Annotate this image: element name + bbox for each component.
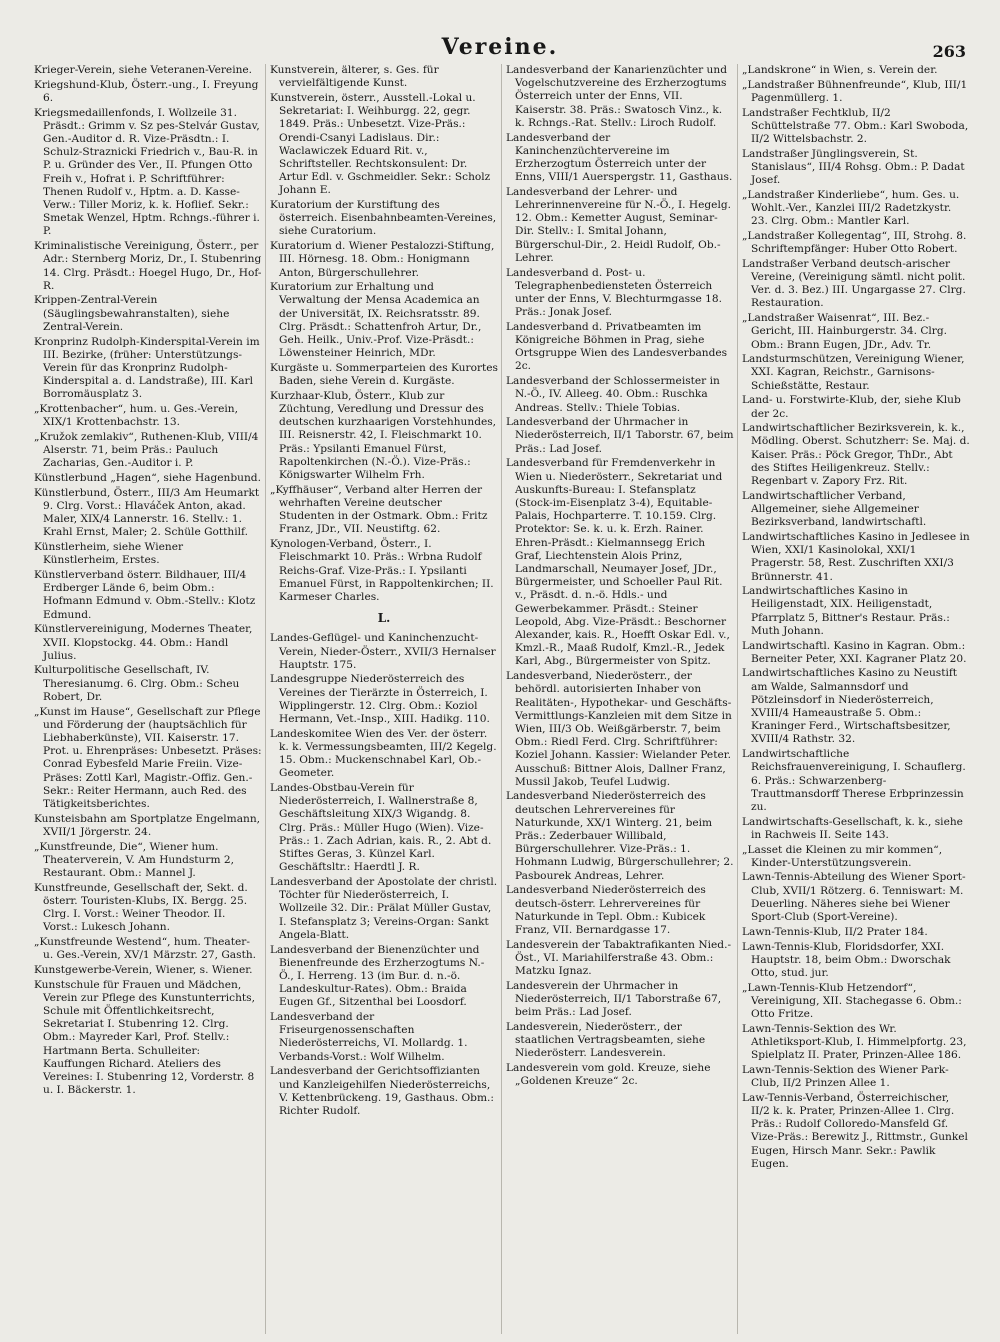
directory-entry: Land- u. Forstwirte-Klub, der, siehe Klub der 2c.: [742, 394, 961, 420]
directory-entry: Landesverband Niederösterreich des deutschen Lehrervereines für Naturkunde, XX/1 Winterg. 21, beim Präs.: Zederbauer Willibald, Bürgerschullehrer. Vize-Präs.: 1. Hohmann Ludwig, Bürgerschullehrer; 2. Pasbourek Andreas, Lehrer.: [506, 790, 734, 882]
directory-entry: „Lawn-Tennis-Klub Hetzendorf“, Vereinigung, XII. Stachegasse 6. Obm.: Otto Fritze.: [742, 981, 962, 1021]
column-1: [34, 64, 266, 1334]
directory-entry: Lawn-Tennis-Sektion des Wr. Athletiksport-Klub, I. Himmelpfortg. 23, Spielplatz II. Prater, Prinzen-Allee 186.: [742, 1022, 967, 1062]
directory-entry: Künstlervereinigung, Modernes Theater, XVII. Klopstockg. 44. Obm.: Handl Julius.: [34, 623, 253, 662]
directory-entry: Landesverein der Uhrmacher in Niederösterreich, II/1 Taborstraße 67, beim Präs.: Lad Josef.: [506, 979, 722, 1019]
directory-entry: Landesverein, Niederösterr., der staatlichen Vertragsbeamten, siehe Niederösterr. Landesverein.: [506, 1020, 706, 1060]
directory-entry: Künstlerverband österr. Bildhauer, III/4 Erdberger Lände 6, beim Obm.: Hofmann Edmund v. Obm.-Stellv.: Klotz Edmund.: [34, 569, 256, 621]
directory-entry: Kynologen-Verband, Österr., I. Fleischmarkt 10. Präs.: Wrbna Rudolf Reichs-Graf. Vize-Präs.: I. Ypsilanti Emanuel Fürst, in Rappoltenkirchen; II. Karmeser Charles.: [270, 538, 494, 603]
directory-entry: Landesverband der Kanarienzüchter und Vogelschutzvereine des Erzherzogtums Österreich unter der Enns, VII. Kaiserstr. 38. Präs.: Swatosch Vinz., k. k. Rchngs.-Rat. Stellv.: Liroch Rudolf.: [506, 64, 727, 129]
column-2: [270, 64, 502, 1334]
directory-entry: „Krottenbacher“, hum. u. Ges.-Verein, XIX/1 Krottenbachstr. 13.: [34, 403, 238, 429]
directory-entry: „Landskrone“ in Wien, s. Verein der.: [742, 64, 938, 76]
directory-entry: „Kyffhäuser“, Verband alter Herren der wehrhaften Vereine deutscher Studenten in der Ostmark. Obm.: Fritz Franz, JDr., VII. Neustiftg. 62.: [270, 483, 488, 536]
directory-entry: Kriegshund-Klub, Österr.-ung., I. Freyung 6.: [34, 78, 259, 104]
directory-entry: „Landstraßer Waisenrat“, III. Bez.-Gericht, III. Hainburgerstr. 34. Clrg. Obm.: Brann Eugen, JDr., Adv. Tr.: [742, 312, 948, 351]
directory-entry: Künstlerbund „Hagen“, siehe Hagenbund.: [34, 472, 261, 485]
directory-entry: Kunstverein, älterer, s. Ges. für vervielfältigende Kunst.: [270, 64, 439, 90]
directory-entry: Landesverband der Gerichtsoffizianten und Kanzleigehilfen Niederösterreichs, V. Kettenbrückeng. 19, Gasthaus. Obm.: Richter Rudolf.: [270, 1065, 494, 1117]
directory-entry: Kuratorium der Kurstiftung des österreich. Eisenbahnbeamten-Vereines, siehe Curatorium.: [270, 199, 497, 238]
directory-entry: Lawn-Tennis-Klub, II/2 Prater 184.: [742, 925, 928, 938]
directory-entry: Landesverband der Kaninchenzüchtervereine im Erzherzogtum Österreich unter der Enns, VIII/1 Auerspergstr. 11, Gasthaus.: [506, 131, 733, 184]
directory-entry: „Landstraßer Kollegentag“, III, Strohg. 8. Schriftempfänger: Huber Otto Robert.: [742, 229, 967, 256]
directory-entry: Kunstgewerbe-Verein, Wiener, s. Wiener.: [34, 963, 253, 976]
directory-entry: Landstraßer Jünglingsverein, St. Stanislaus“, III/4 Rohsg. Obm.: P. Dadat Josef.: [742, 147, 965, 187]
directory-entry: Krippen-Zentral-Verein (Säuglingsbewahranstalten), siehe Zentral-Verein.: [34, 294, 230, 333]
directory-entry: Kuratorium zur Erhaltung und Verwaltung der Mensa Academica an der Universität, IX. Reichsratsstr. 89. Clrg. Präsdt.: Schattenfroh Artur, Dr., Geh. Heilk., Univ.-Prof. Vize-Präsdt.: Löwensteiner Heinrich, MDr.: [270, 281, 482, 360]
directory-entry: Landes-Geflügel- und Kaninchenzucht-Verein, Nieder-Österr., XVII/3 Hernalser Hauptstr. 175.: [270, 632, 496, 671]
directory-entry: Landwirtschaftliches Kasino in Jedlesee in Wien, XXI/1 Kasinolokal, XXI/1 Pragerstr. 58, Rest. Zuschriften XXI/3 Brünnerstr. 41.: [742, 530, 970, 583]
directory-entry: Landesverein vom gold. Kreuze, siehe „Goldenen Kreuze“ 2c.: [506, 1062, 711, 1088]
directory-entry: Landesverband, Niederösterr., der behördl. autorisierten Inhaber von Realitäten-, Hypothekar- und Geschäfts-Vermittlungs-Kanzleien mit dem Sitze in Wien, III/3 Ob. Weißgärberstr. 7, beim Obm.: Riedl Ferd. Clrg. Schriftführer: Koziel Johann. Kassier: Wielander Peter. Ausschuß: Bittner Alois, Dallner Franz, Mussil Jakob, Teufel Ludwig.: [506, 670, 732, 788]
directory-entry: Kunsteisbahn am Sportplatze Engelmann, XVII/1 Jörgerstr. 24.: [34, 812, 261, 838]
directory-entry: Law-Tennis-Verband, Österreichischer, II/2 k. k. Prater, Prinzen-Allee 1. Clrg. Präs.: Rudolf Colloredo-Mansfeld Gf. Vize-Präs.: Berewitz J., Rittmstr., Gunkel Eugen, Hirsch Manr. Sekr.: Pawlik Eugen.: [742, 1091, 968, 1170]
directory-entry: Landesverband für Fremdenverkehr in Wien u. Niederösterr., Sekretariat und Auskunfts-Bureau: I. Stefansplatz (Stock-im-Eisenplatz 3-4), Equitable-Palais, Hochparterre. T. 10.159. Clrg. Protektor: Se. k. u. k. Erzh. Rainer. Ehren-Präsdt.: Kielmannsegg Erich Graf, Liechtenstein Alois Prinz, Landmarschall, Neumayer Josef, JDr., Bürgermeister, und Schoeller Paul Rit. v., Präsdt. d. n.-ö. Hdls.- und Gewerbekammer. Präsdt.: Steiner Leopold, Abg. Vize-Präsdt.: Beschorner Alexander, kais. R., Hoefft Oskar Edl. v., Kmzl.-R., Maaß Rudolf, Kmzl.-R., Jedek Karl, Abg., Bürgermeister von Spitz.: [506, 457, 730, 668]
directory-entry: Kuratorium d. Wiener Pestalozzi-Stiftung, III. Hörnesg. 18. Obm.: Honigmann Anton, Bürgerschullehrer.: [270, 240, 495, 279]
directory-entry: Künstlerbund, Österr., III/3 Am Heumarkt 9. Clrg. Vorst.: Hlaváček Anton, akad. Maler, XIX/4 Lannerstr. 16. Stellv.: 1. Krahl Ernst, Maler; 2. Schüle Gotthilf.: [34, 486, 260, 539]
directory-entry: Künstlerheim, siehe Wiener Künstlerheim, Erstes.: [34, 541, 184, 567]
directory-entry: Landwirtschaftliches Kasino zu Neustift am Walde, Salmannsdorf und Pötzleinsdorf in Niederösterreich, XVIII/4 Hameaustraße 5. Obm.: Kraninger Ferd., Wirtschaftsbesitzer, XVIII/4 Rathstr. 32.: [742, 667, 958, 746]
directory-entry: Kriegsmedaillenfonds, I. Wollzeile 31. Präsdt.: Grimm v. Sz pes-Stelvár Gustav, Gen.-Auditor d. R. Vize-Präsdtn.: I. Schulz-Straznicki Friedrich v., Bau-R. in P. u. Gründer des Ver., II. Pfungen Otto Freih v., Hofrat i. P. Schriftführer: Thenen Rudolf v., Hptm. a. D. Kasse-Verw.: Tiller Moriz, k. k. Hoflief. Sekr.: Smetak Wenzel, Hptm. Rchngs.-führer i. P.: [34, 106, 260, 238]
directory-entry: Landwirtschafts-Gesellschaft, k. k., siehe in Rachweis II. Seite 143.: [742, 815, 963, 841]
directory-entry: Landwirtschaftlicher Bezirksverein, k. k., Mödling. Oberst. Schutzherr: Se. Maj. d. Kaiser. Präs.: Pöck Gregor, ThDr., Abt des Stiftes Heiligenkreuz. Stellv.: Regenbart v. Zapory Frz. Rit.: [742, 422, 970, 488]
directory-entry: Kunstfreunde, Gesellschaft der, Sekt. d. österr. Touristen-Klubs, IX. Bergg. 25. Clrg. I. Vorst.: Weiner Theodor. II. Vorst.: Lukesch Johann.: [34, 881, 248, 934]
directory-entry: Landesverband der Schlossermeister in N.-Ö., IV. Alleeg. 40. Obm.: Ruschka Andreas. Stellv.: Thiele Tobias.: [506, 375, 720, 414]
directory-entry: Kriminalistische Vereinigung, Österr., per Adr.: Sternberg Moriz, Dr., I. Stubenring 14. Clrg. Präsdt.: Hoegel Hugo, Dr., Hof-R.: [34, 240, 262, 292]
directory-entry: Landsturmschützen, Vereinigung Wiener, XXI. Kagran, Reichstr., Garnisons-Schießstätte, Restaur.: [742, 353, 965, 392]
directory-entry: Landesverband d. Post- u. Telegraphenbediensteten Österreich unter der Enns, V. Blechturmgasse 18. Präs.: Jonak Josef.: [506, 266, 723, 319]
column-4: [742, 64, 974, 1334]
directory-entry: Landstraßer Fechtklub, II/2 Schüttelstraße 77. Obm.: Karl Swoboda, II/2 Wittelsbachstr. 2.: [742, 106, 969, 146]
column-3: [506, 64, 738, 1334]
directory-entry: Lawn-Tennis-Sektion des Wiener Park-Club, II/2 Prinzen Allee 1.: [742, 1063, 949, 1090]
directory-entry: Landwirtschaftl. Kasino in Kagran. Obm.: Berneiter Peter, XXI. Kagraner Platz 20.: [742, 639, 967, 665]
directory-entry: Landesverband der Uhrmacher in Niederösterreich, II/1 Taborstr. 67, beim Präs.: Lad Josef.: [506, 416, 734, 455]
directory-entry: Landwirtschaftliche Reichsfrauenvereinigung, I. Schauflerg. 6. Präs.: Schwarzenberg-Trauttmansdorff Therese Erbprinzessin zu.: [742, 748, 966, 813]
directory-entry: Landesverband der Bienenzüchter und Bienenfreunde des Erzherzogtums N.-Ö., I. Herreng. 13 (im Bur. d. n.-ö. Landeskultur-Rates). Obm.: Braida Eugen Gf., Sitzenthal bei Loosdorf.: [270, 943, 485, 1009]
directory-entry: Kulturpolitische Gesellschaft, IV. Theresianumg. 6. Clrg. Obm.: Scheu Robert, Dr.: [34, 664, 240, 703]
directory-entry: Kunstschule für Frauen und Mädchen, Verein zur Pflege des Kunstunterrichts, Schule mit Öffentlichkeitsrecht, Sekretariat I. Stubenring 12. Clrg. Obm.: Mayreder Karl, Prof. Stellv.: Hartmann Berta. Schulleiter: Kauffungen Richard. Ateliers des Vereines: I. Stubenring 12, Vorderstr. 8 u. I. Bäckerstr. 1.: [34, 978, 255, 1097]
directory-entry: „Lasset die Kleinen zu mir kommen“, Kinder-Unterstützungsverein.: [742, 843, 943, 869]
directory-entry: Kurzhaar-Klub, Österr., Klub zur Züchtung, Veredlung und Dressur des deutschen kurzhaarigen Vorstehhundes, III. Reisnerstr. 42, I. Fleischmarkt 10. Präs.: Ypsilanti Emanuel Fürst, Rapoltenkirchen (N.-Ö.). Vize-Präs.: Königswarter Wilhelm Frh.: [270, 389, 497, 482]
entry-columns: [34, 64, 974, 1334]
directory-entry: „Landstraßer Kinderliebe“, hum. Ges. u. Wohlt.-Ver., Kanzlei III/2 Radetzkystr. 23. Clrg. Obm.: Mantler Karl.: [742, 188, 960, 228]
directory-entry: Landwirtschaftliches Kasino in Heiligenstadt, XIX. Heiligenstadt, Pfarrplatz 5, Bittner's Restaur. Präs.: Muth Johann.: [742, 585, 950, 637]
directory-entry: „Kunstfreunde Westend“, hum. Theater- u. Ges.-Verein, XV/1 Märzstr. 27, Gasth.: [34, 936, 257, 962]
directory-entry: Landstraßer Verband deutsch-arischer Vereine, (Vereinigung sämtl. nicht polit. Ver. d. 3. Bez.) III. Ungargasse 27. Clrg. Restauration.: [742, 257, 966, 310]
directory-entry: „Kružok zemlakiv“, Ruthenen-Klub, VIII/4 Alserstr. 71, beim Präs.: Pauluch Zacharias, Gen.-Auditor i. P.: [34, 430, 259, 470]
section-heading: L.: [377, 610, 391, 625]
directory-entry: Landesverband Niederösterreich des deutsch-österr. Lehrervereines für Naturkunde in Tepl. Obm.: Kubicek Franz, VII. Bernardgasse 17.: [506, 884, 706, 936]
directory-entry: Lawn-Tennis-Klub, Floridsdorfer, XXI. Hauptstr. 18, beim Obm.: Dworschak Otto, stud. jur.: [742, 940, 951, 979]
directory-entry: Landwirtschaftlicher Verband, Allgemeiner, siehe Allgemeiner Bezirksverband, landwirtschaftl.: [742, 489, 927, 529]
directory-entry: „Kunst im Hause“, Gesellschaft zur Pflege und Förderung der (hauptsächlich für Liebhaberkünste), VII. Kaiserstr. 17. Prot. u. Ehrenpräses: Unbesetzt. Präses: Conrad Eybesfeld Marie Freiin. Vize-Präses: Zottl Karl, Magistr.-Offiz. Gen.-Sekr.: Reiter Hermann, auch Red. des Tätigkeitsberichtes.: [34, 705, 262, 810]
directory-entry: Kunstverein, österr., Ausstell.-Lokal u. Sekretariat: I. Weihburgg. 22, gegr. 1849. Präs.: Unbesetzt. Vize-Präs.: Orendi-Csanyi Ladislaus. Dir.: Waclawiczek Eduard Rit. v., Schriftsteller. Rechtskonsulent: Dr. Artur Edl. v. Gschmeidler. Sekr.: Scholz Johann E.: [270, 91, 491, 197]
directory-entry: Landesverband der Apostolate der christl. Töchter für Niederösterreich, I. Wollzeile 32. Dir.: Prälat Müller Gustav, I. Stefansplatz 3; Vereins-Organ: Sankt Angela-Blatt.: [270, 875, 498, 941]
directory-entry: Kurgäste u. Sommerparteien des Kurortes Baden, siehe Verein d. Kurgäste.: [270, 361, 498, 388]
page-title: Vereine.: [441, 34, 559, 60]
directory-entry: Landes-Obstbau-Verein für Niederösterreich, I. Wallnerstraße 8, Geschäftsleitung XIX/3 Wigandg. 8. Clrg. Präs.: Müller Hugo (Wien). Vize-Präs.: 1. Zach Adrian, kais. R., 2. Abt d. Stiftes Geras, 3. Künzel Karl. Geschäftsltr.: Haerdtl J. R.: [270, 782, 492, 874]
directory-entry: „Kunstfreunde, Die“, Wiener hum. Theaterverein, V. Am Hundsturm 2, Restaurant. Obm.: Mannel J.: [34, 840, 234, 879]
directory-entry: Landesverband d. Privatbeamten im Königreiche Böhmen in Prag, siehe Ortsgruppe Wien des Landesverbandes 2c.: [506, 320, 728, 373]
directory-entry: Landesverein der Tabaktrafikanten Nied.-Öst., VI. Mariahilferstraße 43. Obm.: Matzku Ignaz.: [506, 938, 732, 978]
page-header: [0, 34, 1000, 64]
directory-entry: Kronprinz Rudolph-Kinderspital-Verein im III. Bezirke, (früher: Unterstützungs-Verein für das Kronprinz Rudolph-Kinderspital a. d. Landstraße), III. Karl Borromäusplatz 3.: [34, 335, 260, 401]
directory-entry: Landesgruppe Niederösterreich des Vereines der Tierärzte in Österreich, I. Wipplingerstr. 12. Clrg. Obm.: Koziol Hermann, Vet.-Insp., XIII. Hadikg. 110.: [270, 673, 490, 726]
directory-entry: Krieger-Verein, siehe Veteranen-Vereine.: [34, 64, 253, 76]
page-number: 263: [932, 42, 966, 61]
directory-entry: Landesverband der Lehrer- und Lehrerinnenvereine für N.-Ö., I. Hegelg. 12. Obm.: Kemetter August, Seminar-Dir. Stellv.: I. Smital Johann, Bürgerschul-Dir., 2. Heidl Rudolf, Ob.-Lehrer.: [506, 185, 731, 264]
directory-entry: Landesverband der Friseurgenossenschaften Niederösterreichs, VI. Mollardg. 1. Verbands-Vorst.: Wolf Wilhelm.: [270, 1011, 468, 1063]
directory-entry: Landeskomitee Wien des Ver. der österr. k. k. Vermessungsbeamten, III/2 Kegelg. 15. Obm.: Muckenschnabel Karl, Ob.-Geometer.: [270, 727, 497, 780]
directory-entry: „Landstraßer Bühnenfreunde“, Klub, III/1 Pagenmüllerg. 1.: [742, 78, 968, 104]
directory-entry: Lawn-Tennis-Abteilung des Wiener Sport-Club, XVII/1 Rötzerg. 6. Tenniswart: M. Deuerling. Näheres siehe bei Wiener Sport-Club (Sport-Vereine).: [742, 871, 966, 924]
